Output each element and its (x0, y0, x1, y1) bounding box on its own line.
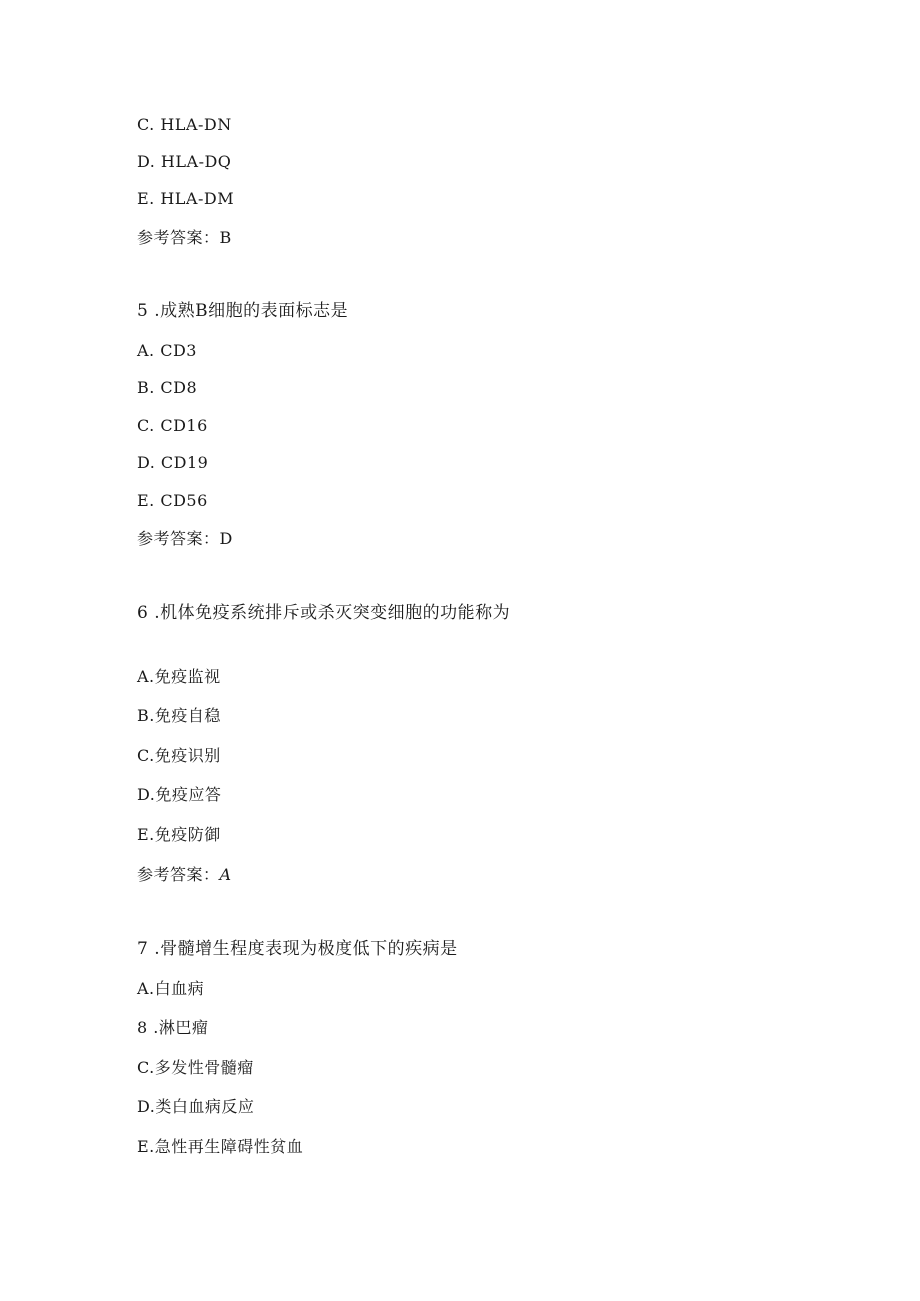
q5-option-b: B. CD8 (137, 378, 198, 397)
q5-option-d: D. CD19 (137, 453, 209, 472)
q5-stem: 5 .成熟B细胞的表面标志是 (137, 301, 349, 321)
q6-option-b: B.免疫自稳 (137, 706, 221, 725)
q6-answer-label: 参考答案： (137, 865, 220, 884)
q5-option-e: E. CD56 (137, 491, 208, 510)
q7-option-b: 8 .淋巴瘤 (137, 1018, 209, 1037)
q6-option-c: C.免疫识别 (137, 746, 221, 765)
q4-option-c: C. HLA-DN (137, 115, 232, 134)
q7-option-c: C.多发性骨髓瘤 (137, 1058, 254, 1077)
q5-answer-label: 参考答案： (137, 529, 220, 548)
q6-answer-value: A (219, 865, 232, 884)
q4-option-e: E. HLA-DM (137, 189, 235, 208)
q4-answer (137, 227, 232, 249)
q5-option-c: C. CD16 (137, 416, 208, 435)
q7-option-d: D.类白血病反应 (137, 1097, 255, 1116)
q5-answer (137, 528, 233, 550)
q4-answer-label: 参考答案： (137, 228, 220, 247)
q5-option-a: A. CD3 (137, 341, 197, 360)
q4-option-d: D. HLA-DQ (137, 152, 232, 171)
q6-stem: 6 .机体免疫系统排斥或杀灭突变细胞的功能称为 (137, 603, 511, 623)
q6-answer (137, 864, 232, 886)
q6-option-a: A.免疫监视 (137, 667, 221, 686)
q7-option-a: A.白血病 (137, 979, 205, 998)
q4-answer-value: B (219, 228, 232, 247)
q6-option-d: D.免疫应答 (137, 785, 222, 804)
q7-option-e: E.急性再生障碍性贫血 (137, 1137, 304, 1156)
q7-stem: 7 .骨髓增生程度表现为极度低下的疾病是 (137, 939, 458, 959)
q6-option-e: E.免疫防御 (137, 825, 221, 844)
q5-answer-value: D (219, 529, 233, 548)
